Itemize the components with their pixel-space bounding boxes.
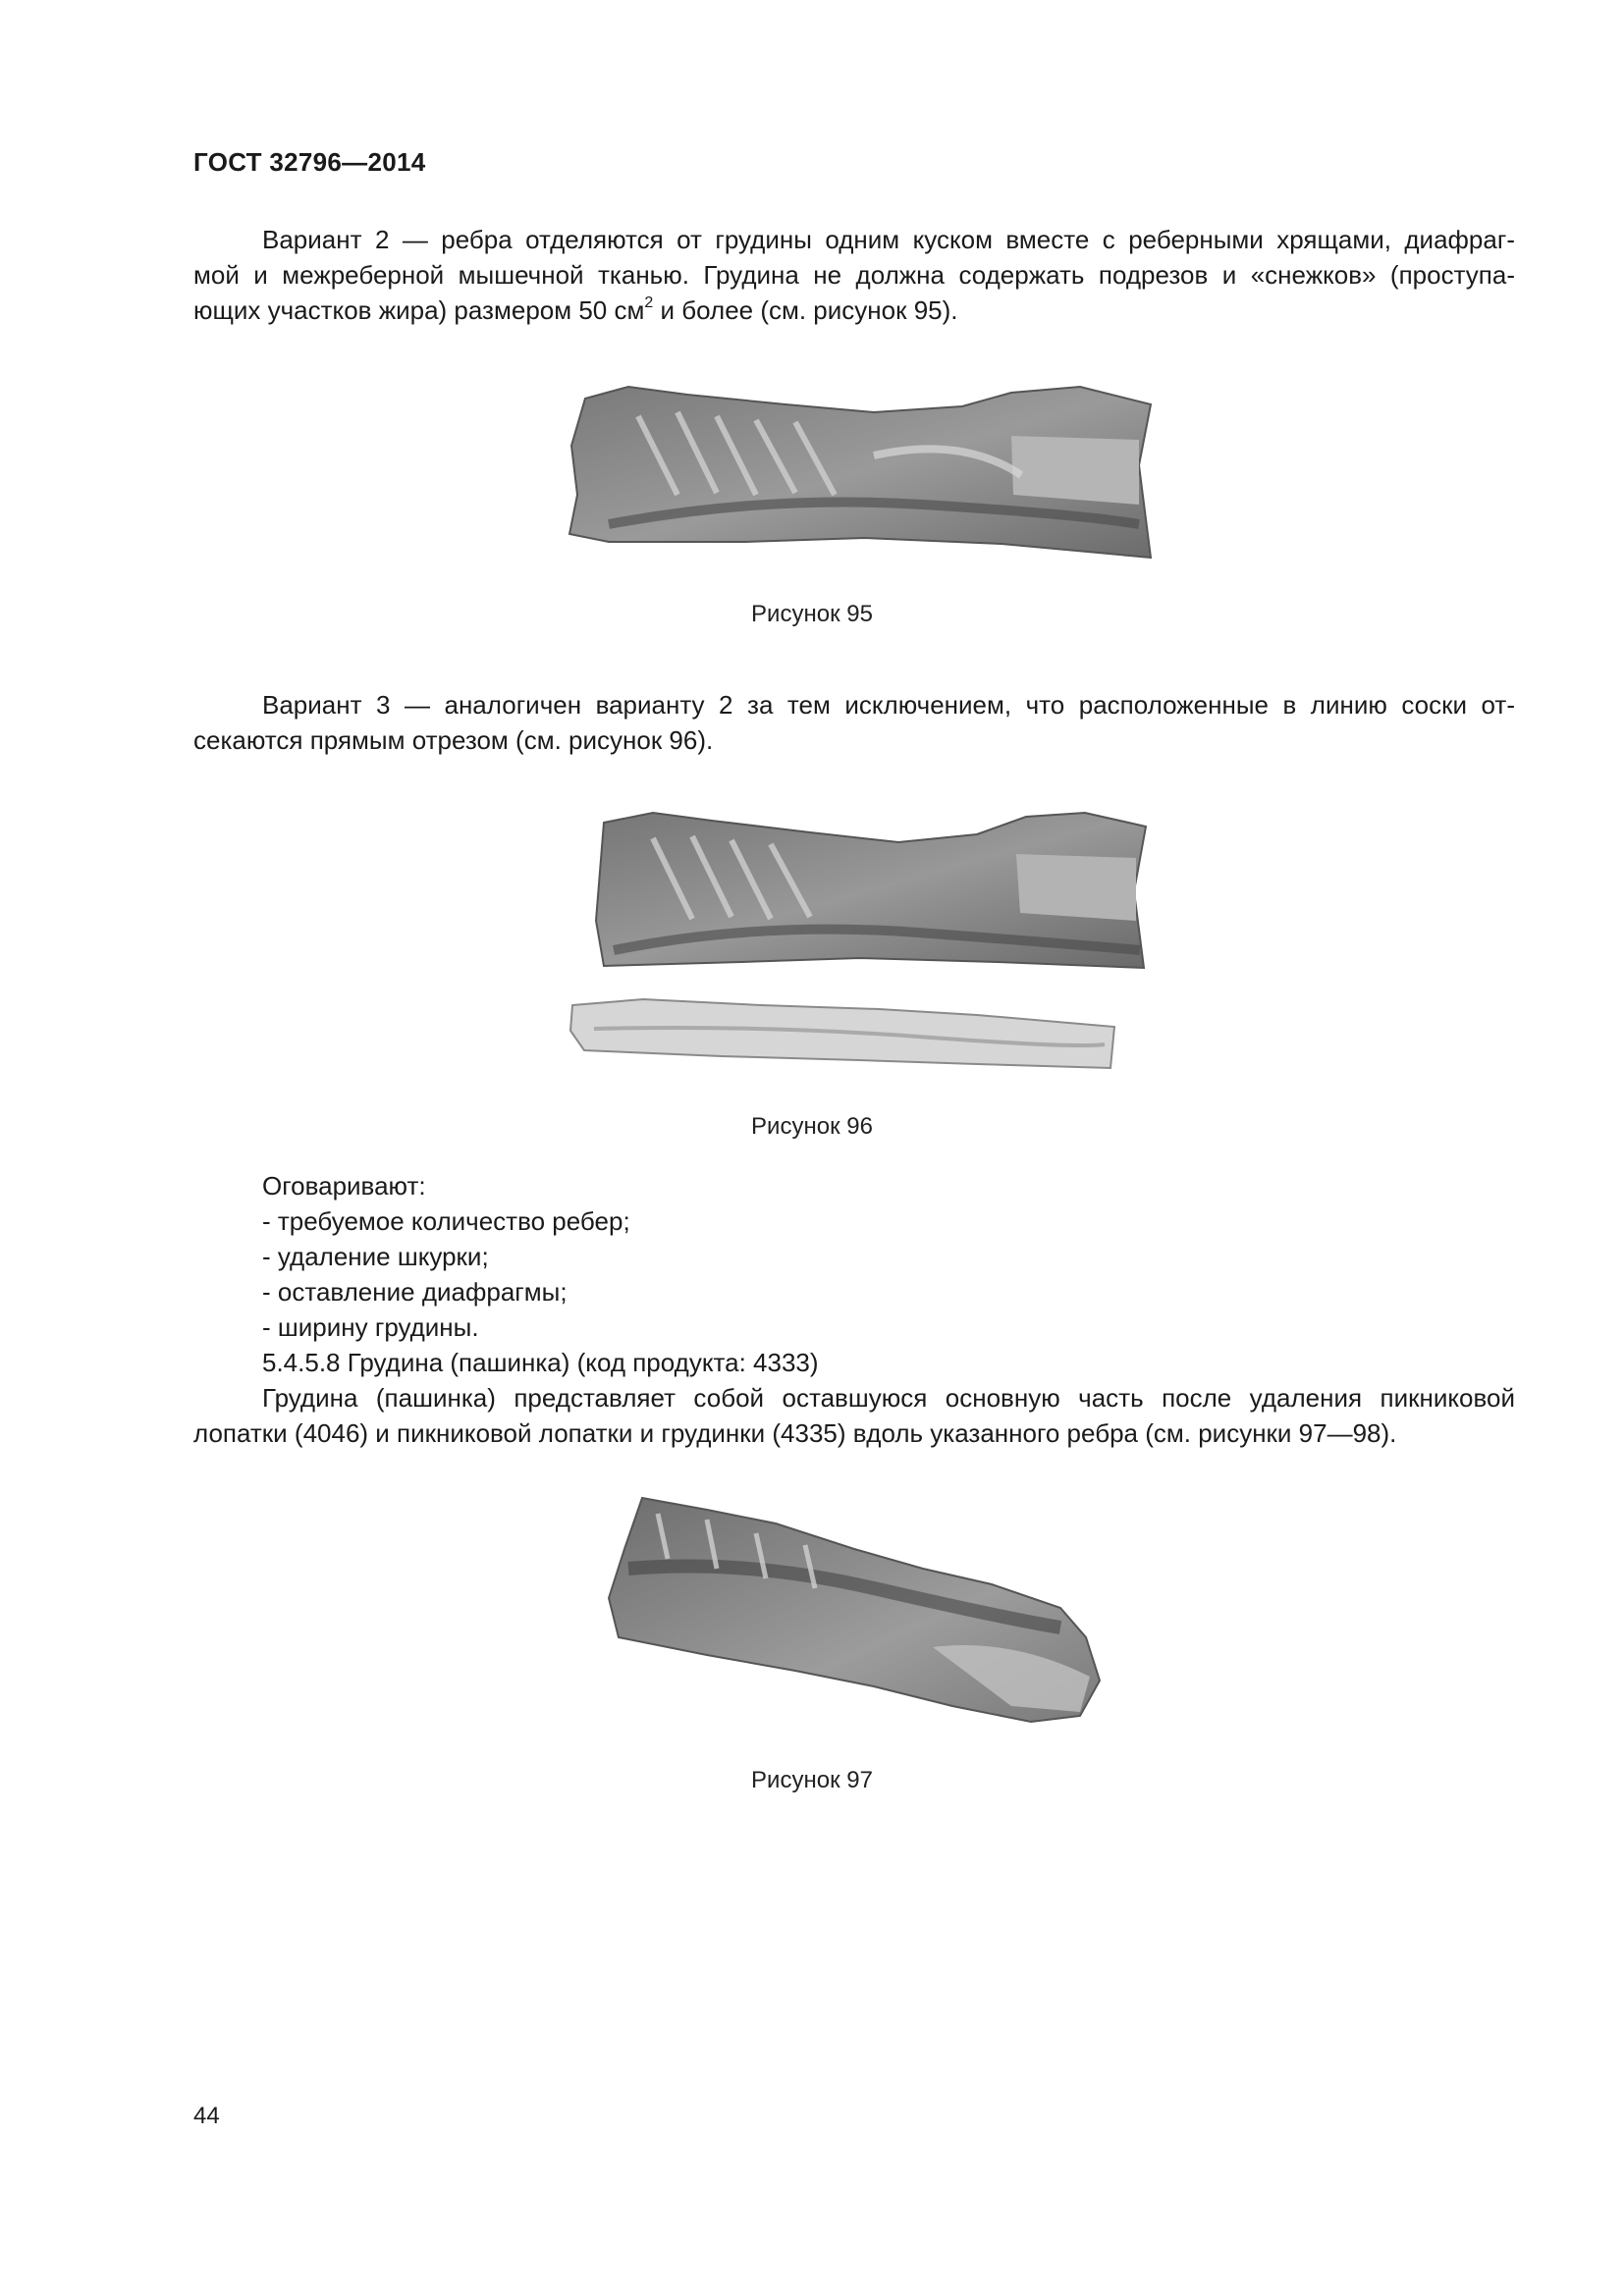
section-heading: 5.4.5.8 Грудина (пашинка) (код продукта: 4333) bbox=[262, 1348, 819, 1377]
paragraph-line: мой и межреберной мышечной тканью. Грудина не должна содержать подрезов и «снежков» (проступа- bbox=[193, 260, 1515, 290]
text-run: и более (см. рисунок 95). bbox=[653, 295, 958, 325]
figure-97-image bbox=[599, 1490, 1110, 1745]
paragraph-brisket bbox=[193, 1380, 1515, 1451]
list-item: - оставление диафрагмы; bbox=[262, 1277, 568, 1307]
superscript: 2 bbox=[644, 294, 654, 311]
text-run: ющих участков жира) размером 50 см bbox=[193, 295, 645, 325]
paragraph-line: Вариант 2 — ребра отделяются от грудины одним куском вместе с реберными хрящами, диафраг- bbox=[262, 225, 1515, 254]
figure-97-caption: Рисунок 97 bbox=[751, 1767, 873, 1793]
paragraph-variant-2 bbox=[193, 222, 1515, 328]
figure-95-image bbox=[550, 377, 1159, 573]
paragraph-variant-3 bbox=[193, 687, 1515, 758]
paragraph-line: Грудина (пашинка) представляет собой оставшуюся основную часть после удаления пикниковой bbox=[262, 1383, 1515, 1413]
figure-96-image bbox=[565, 803, 1154, 1088]
page-number: 44 bbox=[193, 2103, 220, 2129]
figure-96-caption: Рисунок 96 bbox=[751, 1113, 873, 1140]
list-intro: Оговаривают: bbox=[262, 1171, 426, 1201]
paragraph-line: Вариант 3 — аналогичен варианту 2 за тем исключением, что расположенные в линию соски от- bbox=[262, 690, 1515, 720]
paragraph-line bbox=[193, 293, 1515, 328]
paragraph-line: лопатки (4046) и пикниковой лопатки и грудинки (4335) вдоль указанного ребра (см. рисунки 97—98). bbox=[193, 1418, 1397, 1448]
figure-95-caption: Рисунок 95 bbox=[751, 601, 873, 627]
paragraph-line: секаются прямым отрезом (см. рисунок 96). bbox=[193, 725, 714, 755]
list-item: - ширину грудины. bbox=[262, 1312, 479, 1342]
list-item: - требуемое количество ребер; bbox=[262, 1206, 630, 1236]
list-item: - удаление шкурки; bbox=[262, 1242, 489, 1271]
document-standard-id: ГОСТ 32796—2014 bbox=[193, 147, 426, 177]
